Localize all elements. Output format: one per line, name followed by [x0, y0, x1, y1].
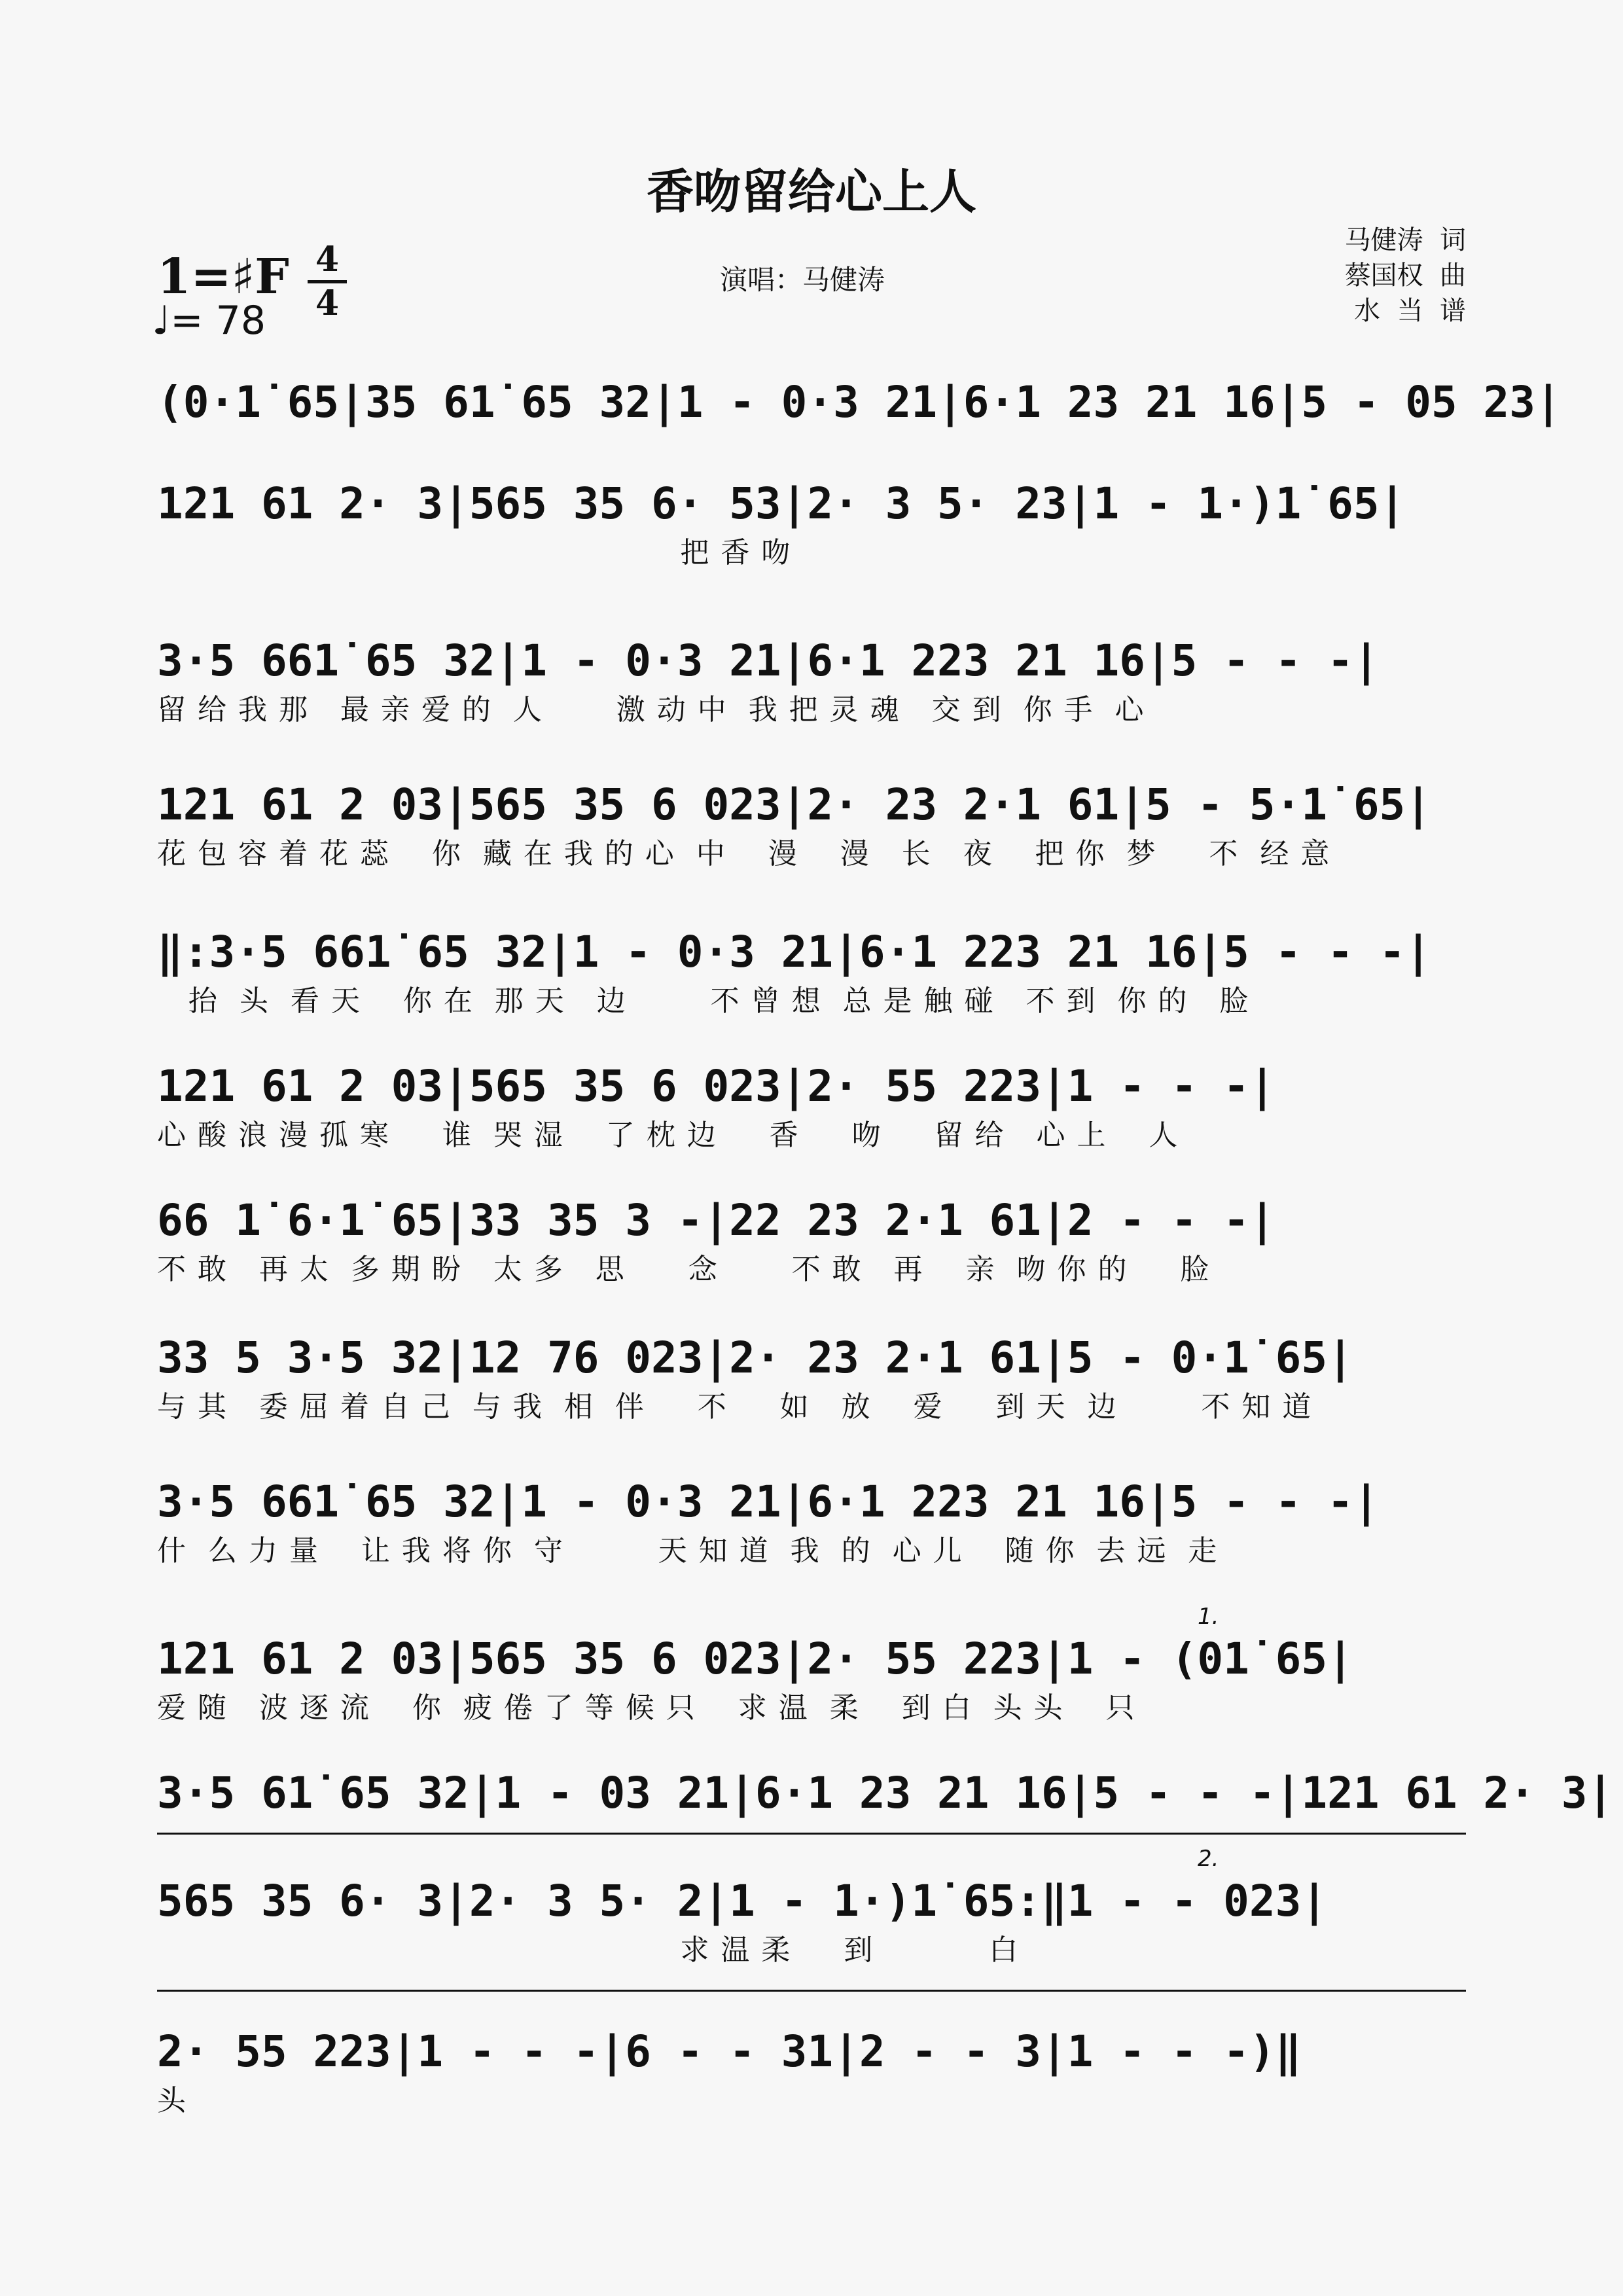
lyric-line: 爱 随 波 逐 流 你 疲 倦 了 等 候 只 求 温 柔 到 白 头 头 只: [157, 1691, 1136, 1725]
transcriber-credit: 水 当 谱: [1354, 296, 1466, 326]
notation-line: 121 61 2 03|565 35 6 023|2· 55 223|1 - - -|: [157, 1061, 1275, 1111]
lyric-line: 留 给 我 那 最 亲 爱 的 人 激 动 中 我 把 灵 魂 交 到 你 手 心: [157, 693, 1145, 726]
lyric-line: 抬 头 看 天 你 在 那 天 边 不 曾 想 总 是 触 碰 不 到 你 的 脸: [157, 984, 1250, 1018]
score-system: [157, 632, 1466, 730]
score-system: [157, 923, 1466, 1021]
time-signature: [308, 241, 347, 323]
score-system: [157, 776, 1466, 874]
key-signature: 1=♯F: [157, 249, 289, 305]
staff-divider: [157, 1990, 1466, 1992]
lyricist-credit: 马健涛 词: [1344, 225, 1466, 255]
score-system: [157, 1329, 1466, 1427]
notation-line: 121 61 2· 3|565 35 6· 53|2· 3 5· 23|1 - 1·)1̇ 65|: [157, 478, 1406, 529]
score-system: [157, 373, 1561, 471]
score-system: [157, 1191, 1466, 1289]
notation-line: (0·1̇ 65|35 61̇ 65 32|1 - 0·3 21|6·1 23 21 16|5 - 05 23|: [157, 377, 1561, 427]
score-system: [157, 1872, 1466, 1970]
lyric-line: 与 其 委 屈 着 自 己 与 我 相 伴 不 如 放 爱 到 天 边 不 知 道: [157, 1390, 1313, 1424]
notation-line: 2· 55 223|1 - - -|6 - - 31|2 - - 3|1 - - -)‖: [157, 2026, 1302, 2077]
score-system: [157, 1630, 1466, 1728]
notation-line: 33 5 3·5 32|12 76 023|2· 23 2·1 61|5 - 0·1̇ 65|: [157, 1333, 1353, 1383]
lyric-line: 花 包 容 着 花 蕊 你 藏 在 我 的 心 中 漫 漫 长 夜 把 你 梦 不 经 意: [157, 837, 1331, 870]
score-system: [157, 1473, 1466, 1571]
lyric-line: [157, 1823, 1466, 1862]
notation-line: 121 61 2 03|565 35 6 023|2· 23 2·1 61|5 - 5·1̇ 65|: [157, 780, 1432, 830]
notation-line: 66 1̇ 6·1̇ 65|33 35 3 -|22 23 2·1 61|2 - - -|: [157, 1195, 1275, 1246]
notation-line: 121 61 2 03|565 35 6 023|2· 55 223|1 - (01̇ 65|: [157, 1634, 1353, 1684]
volta-first-ending: 1.: [1198, 1604, 1219, 1630]
time-signature-bottom: 4: [315, 283, 340, 323]
credits: [1345, 223, 1466, 329]
song-title: 香吻留给心上人: [646, 164, 976, 219]
lyric-line: 心 酸 浪 漫 孤 寒 谁 哭 湿 了 枕 边 香 吻 留 给 心 上 人: [157, 1119, 1179, 1152]
notation-line: 3·5 661̇ 65 32|1 - 0·3 21|6·1 223 21 16|5 - - -|: [157, 1477, 1380, 1527]
score-system: [157, 1764, 1614, 1862]
lyric-line: [157, 432, 1466, 471]
score-system: [157, 475, 1466, 573]
notation-line: 3·5 61̇ 65 32|1 - 03 21|6·1 23 21 16|5 - - -|121 61 2· 3|: [157, 1768, 1614, 1818]
notation-line: 565 35 6· 3|2· 3 5· 2|1 - 1·)1̇ 65:‖1 - - 023|: [157, 1876, 1328, 1926]
tempo-marking: ♩= 78: [152, 298, 266, 344]
staff-divider: [157, 1833, 1466, 1835]
score-system: [157, 2022, 1466, 2121]
lyric-line: 什 么 力 量 让 我 将 你 守 天 知 道 我 的 心 儿 随 你 去 远 走: [157, 1534, 1219, 1568]
score-system: [157, 1057, 1466, 1155]
singer-credit: 演唱：马健涛: [720, 264, 885, 296]
lyric-line: 求 温 柔 到 白: [157, 1933, 1020, 1967]
composer-credit: 蔡国权 曲: [1344, 260, 1466, 291]
volta-second-ending: 2.: [1198, 1846, 1219, 1872]
notation-line: ‖:3·5 661̇ 65 32|1 - 0·3 21|6·1 223 21 16|5 - - -|: [157, 927, 1432, 977]
lyric-line: 不 敢 再 太 多 期 盼 太 多 思 念 不 敢 再 亲 吻 你 的 脸: [157, 1253, 1211, 1286]
lyric-line: 头: [157, 2084, 187, 2117]
time-signature-top: 4: [315, 240, 340, 279]
lyric-line: 把 香 吻: [157, 536, 792, 569]
notation-line: 3·5 661̇ 65 32|1 - 0·3 21|6·1 223 21 16|5 - - -|: [157, 636, 1380, 686]
